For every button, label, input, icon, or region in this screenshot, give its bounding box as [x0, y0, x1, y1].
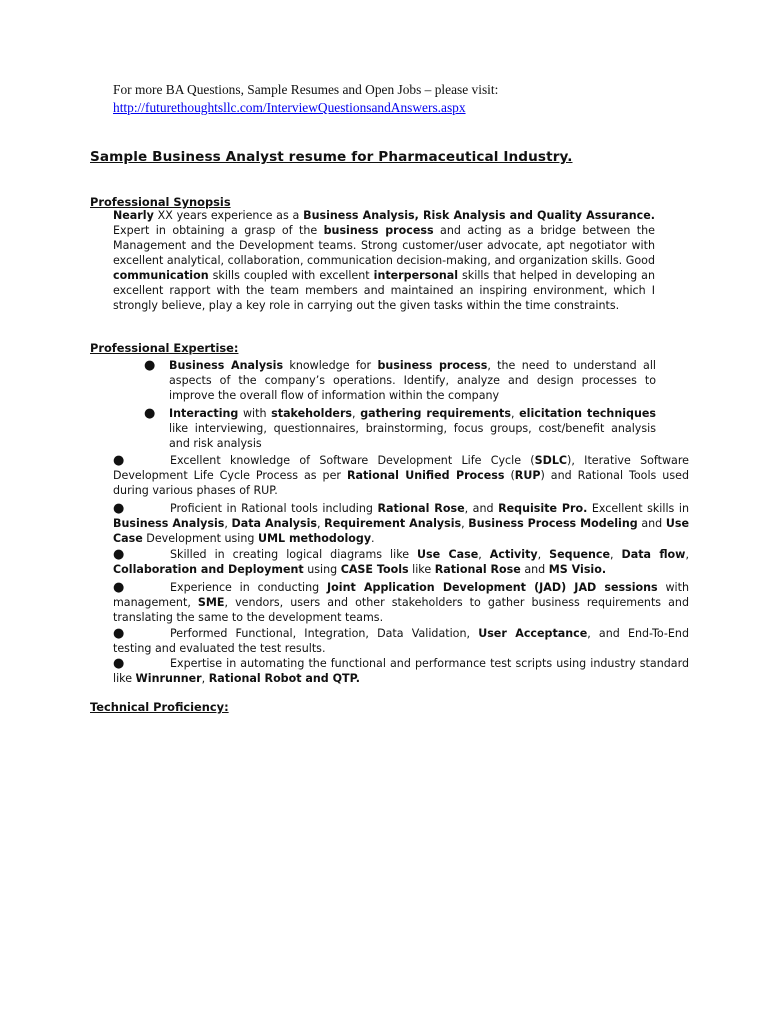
- text-run: Proficient in Rational tools including: [170, 502, 378, 515]
- text-run: skills that helped in developing an excellent rapport with the team members and maintained an inspiring environment, which I strongly believe, play a key role in carrying out the given tasks within the time constraints.: [113, 269, 655, 312]
- text-run: and: [637, 517, 666, 531]
- synopsis-heading: Professional Synopsis: [90, 195, 231, 209]
- text-run: like: [408, 563, 435, 577]
- intro-block: [113, 81, 673, 117]
- bullet-icon: ●: [113, 580, 125, 595]
- bold-text-run: Business Analysis, Risk Analysis and Quality Assurance.: [303, 209, 655, 222]
- text-run: Performed Functional, Integration, Data Validation,: [170, 627, 479, 640]
- bold-text-run: business process: [377, 359, 488, 372]
- bold-text-run: CASE Tools: [340, 563, 409, 577]
- bold-text-run: Business Process Modeling: [468, 517, 638, 531]
- text-run: , and: [464, 502, 499, 515]
- text-run: ,: [510, 406, 520, 420]
- text-run: and acting as a bridge between the Management and the Development teams. Strong customer/user advocate, apt negotiator with excellent analytical, collaboration, communication decision-making, and organization skills. Good: [113, 224, 655, 267]
- text-run: Excellent knowledge of Software Development Life Cycle (: [170, 454, 535, 467]
- bold-text-run: User Acceptance: [478, 627, 588, 640]
- bold-text-run: Rational Rose: [434, 563, 521, 577]
- bold-text-run: Rational Unified Process: [346, 469, 505, 483]
- text-run: like interviewing, questionnaires, brainstorming, focus groups, cost/benefit analysis and risk analysis: [169, 421, 656, 450]
- text-run: with management,: [113, 581, 689, 610]
- text-run: ,: [610, 548, 622, 561]
- text-run: ,: [537, 548, 550, 561]
- list-item-text: [169, 359, 656, 402]
- text-run: ), Iterative Software Development Life Cycle Process as per: [113, 454, 689, 483]
- bullet-icon: ●: [113, 626, 125, 641]
- document-title: Sample Business Analyst resume for Pharmaceutical Industry.: [90, 149, 573, 165]
- list-item-text: [169, 407, 656, 450]
- technical-heading: Technical Proficiency:: [90, 700, 229, 714]
- bold-text-run: communication: [113, 269, 209, 282]
- bold-text-run: interpersonal: [373, 269, 459, 282]
- bullet-icon: ●: [144, 358, 156, 373]
- bold-text-run: Activity: [489, 548, 538, 561]
- bold-text-run: Business Analysis: [113, 517, 225, 531]
- bold-text-run: Use Case: [417, 548, 479, 561]
- text-run: , the need to understand all aspects of the company’s operations. Identify, analyze and design processes to improve the overall flow of information within the company: [169, 359, 657, 402]
- bold-text-run: Collaboration and Deployment: [113, 563, 304, 577]
- bullet-icon: ●: [113, 501, 125, 516]
- paragraph-text: [113, 657, 689, 685]
- text-run: ,: [461, 517, 469, 531]
- intro-text: For more BA Questions, Sample Resumes and Open Jobs – please visit:: [113, 82, 499, 97]
- text-run: knowledge for: [283, 359, 378, 372]
- bold-text-run: Winrunner: [135, 672, 202, 686]
- bullet-icon: ●: [113, 453, 125, 468]
- text-run: Skilled in creating logical diagrams like: [170, 548, 418, 561]
- bold-text-run: elicitation techniques: [519, 406, 656, 420]
- text-run: XX years experience as a: [153, 209, 304, 222]
- text-run: Expertise in automating the functional and performance test scripts using industry standard like: [113, 657, 689, 686]
- bold-text-run: business process: [323, 224, 434, 237]
- expertise-indented-list: [144, 359, 656, 451]
- bold-text-run: Business Analysis: [169, 359, 284, 372]
- bullet-icon: ●: [113, 547, 125, 562]
- bold-text-run: Interacting: [169, 406, 239, 420]
- bullet-icon: ●: [144, 405, 156, 421]
- text-run: ,: [685, 548, 689, 561]
- bold-text-run: Data flow: [621, 548, 686, 561]
- bold-text-run: Requirement Analysis: [324, 517, 462, 531]
- text-run: and: [520, 563, 549, 577]
- expertise-paragraph: [113, 501, 689, 547]
- text-run: , and End-To-End testing and evaluated the test results.: [113, 627, 689, 656]
- bold-text-run: Joint Application Development (JAD) JAD sessions: [327, 581, 658, 594]
- text-run: ,: [352, 406, 361, 420]
- bold-text-run: UML methodology: [258, 532, 372, 546]
- list-item: [144, 359, 656, 404]
- paragraph-text: [113, 548, 689, 576]
- paragraph-text: [113, 454, 689, 497]
- bullet-icon: ●: [113, 656, 125, 671]
- bold-text-run: Nearly: [113, 209, 154, 222]
- bold-text-run: SME: [197, 596, 225, 610]
- text-run: ,: [201, 672, 209, 686]
- bold-text-run: SDLC: [534, 454, 568, 467]
- text-run: Development using: [142, 532, 258, 546]
- text-run: , vendors, users and other stakeholders to gather business requirements and translating the same to the development teams.: [113, 596, 689, 625]
- text-run: ) and Rational Tools used during various phases of RUP.: [113, 469, 689, 498]
- text-run: (: [504, 469, 515, 483]
- text-run: Expert in obtaining a grasp of the: [113, 224, 324, 237]
- text-run: using: [303, 563, 341, 577]
- expertise-paragraph: [113, 453, 689, 499]
- text-run: ,: [478, 548, 490, 561]
- bold-text-run: Rational Robot and QTP.: [208, 672, 360, 686]
- expertise-paragraph: [113, 580, 689, 626]
- bold-text-run: Sequence: [549, 548, 611, 561]
- paragraph-text: [113, 581, 689, 624]
- bold-text-run: Rational Rose: [377, 502, 465, 515]
- synopsis-paragraph: [113, 208, 655, 313]
- expertise-heading: Professional Expertise:: [90, 341, 239, 355]
- bold-text-run: Use Case: [113, 517, 689, 546]
- text-run: ,: [224, 517, 232, 531]
- paragraph-text: [113, 627, 689, 655]
- text-run: skills coupled with excellent: [208, 269, 374, 282]
- bold-text-run: Requisite Pro.: [498, 502, 588, 515]
- text-run: Excellent skills in: [587, 502, 689, 515]
- text-run: with: [238, 406, 272, 420]
- text-run: ,: [317, 517, 325, 531]
- paragraph-text: [113, 502, 689, 545]
- expertise-paragraph: [113, 626, 689, 656]
- text-run: .: [371, 532, 375, 546]
- bold-text-run: stakeholders: [271, 406, 353, 420]
- bold-text-run: MS Visio.: [548, 563, 607, 577]
- bold-text-run: gathering requirements: [360, 406, 511, 420]
- bold-text-run: RUP: [514, 469, 541, 483]
- bold-text-run: Data Analysis: [231, 517, 317, 531]
- list-item: [144, 407, 656, 452]
- expertise-paragraph: [113, 547, 689, 577]
- text-run: Experience in conducting: [170, 581, 328, 594]
- expertise-paragraph: [113, 656, 689, 686]
- interview-questions-link[interactable]: http://futurethoughtsllc.com/InterviewQuestionsandAnswers.aspx: [113, 100, 466, 115]
